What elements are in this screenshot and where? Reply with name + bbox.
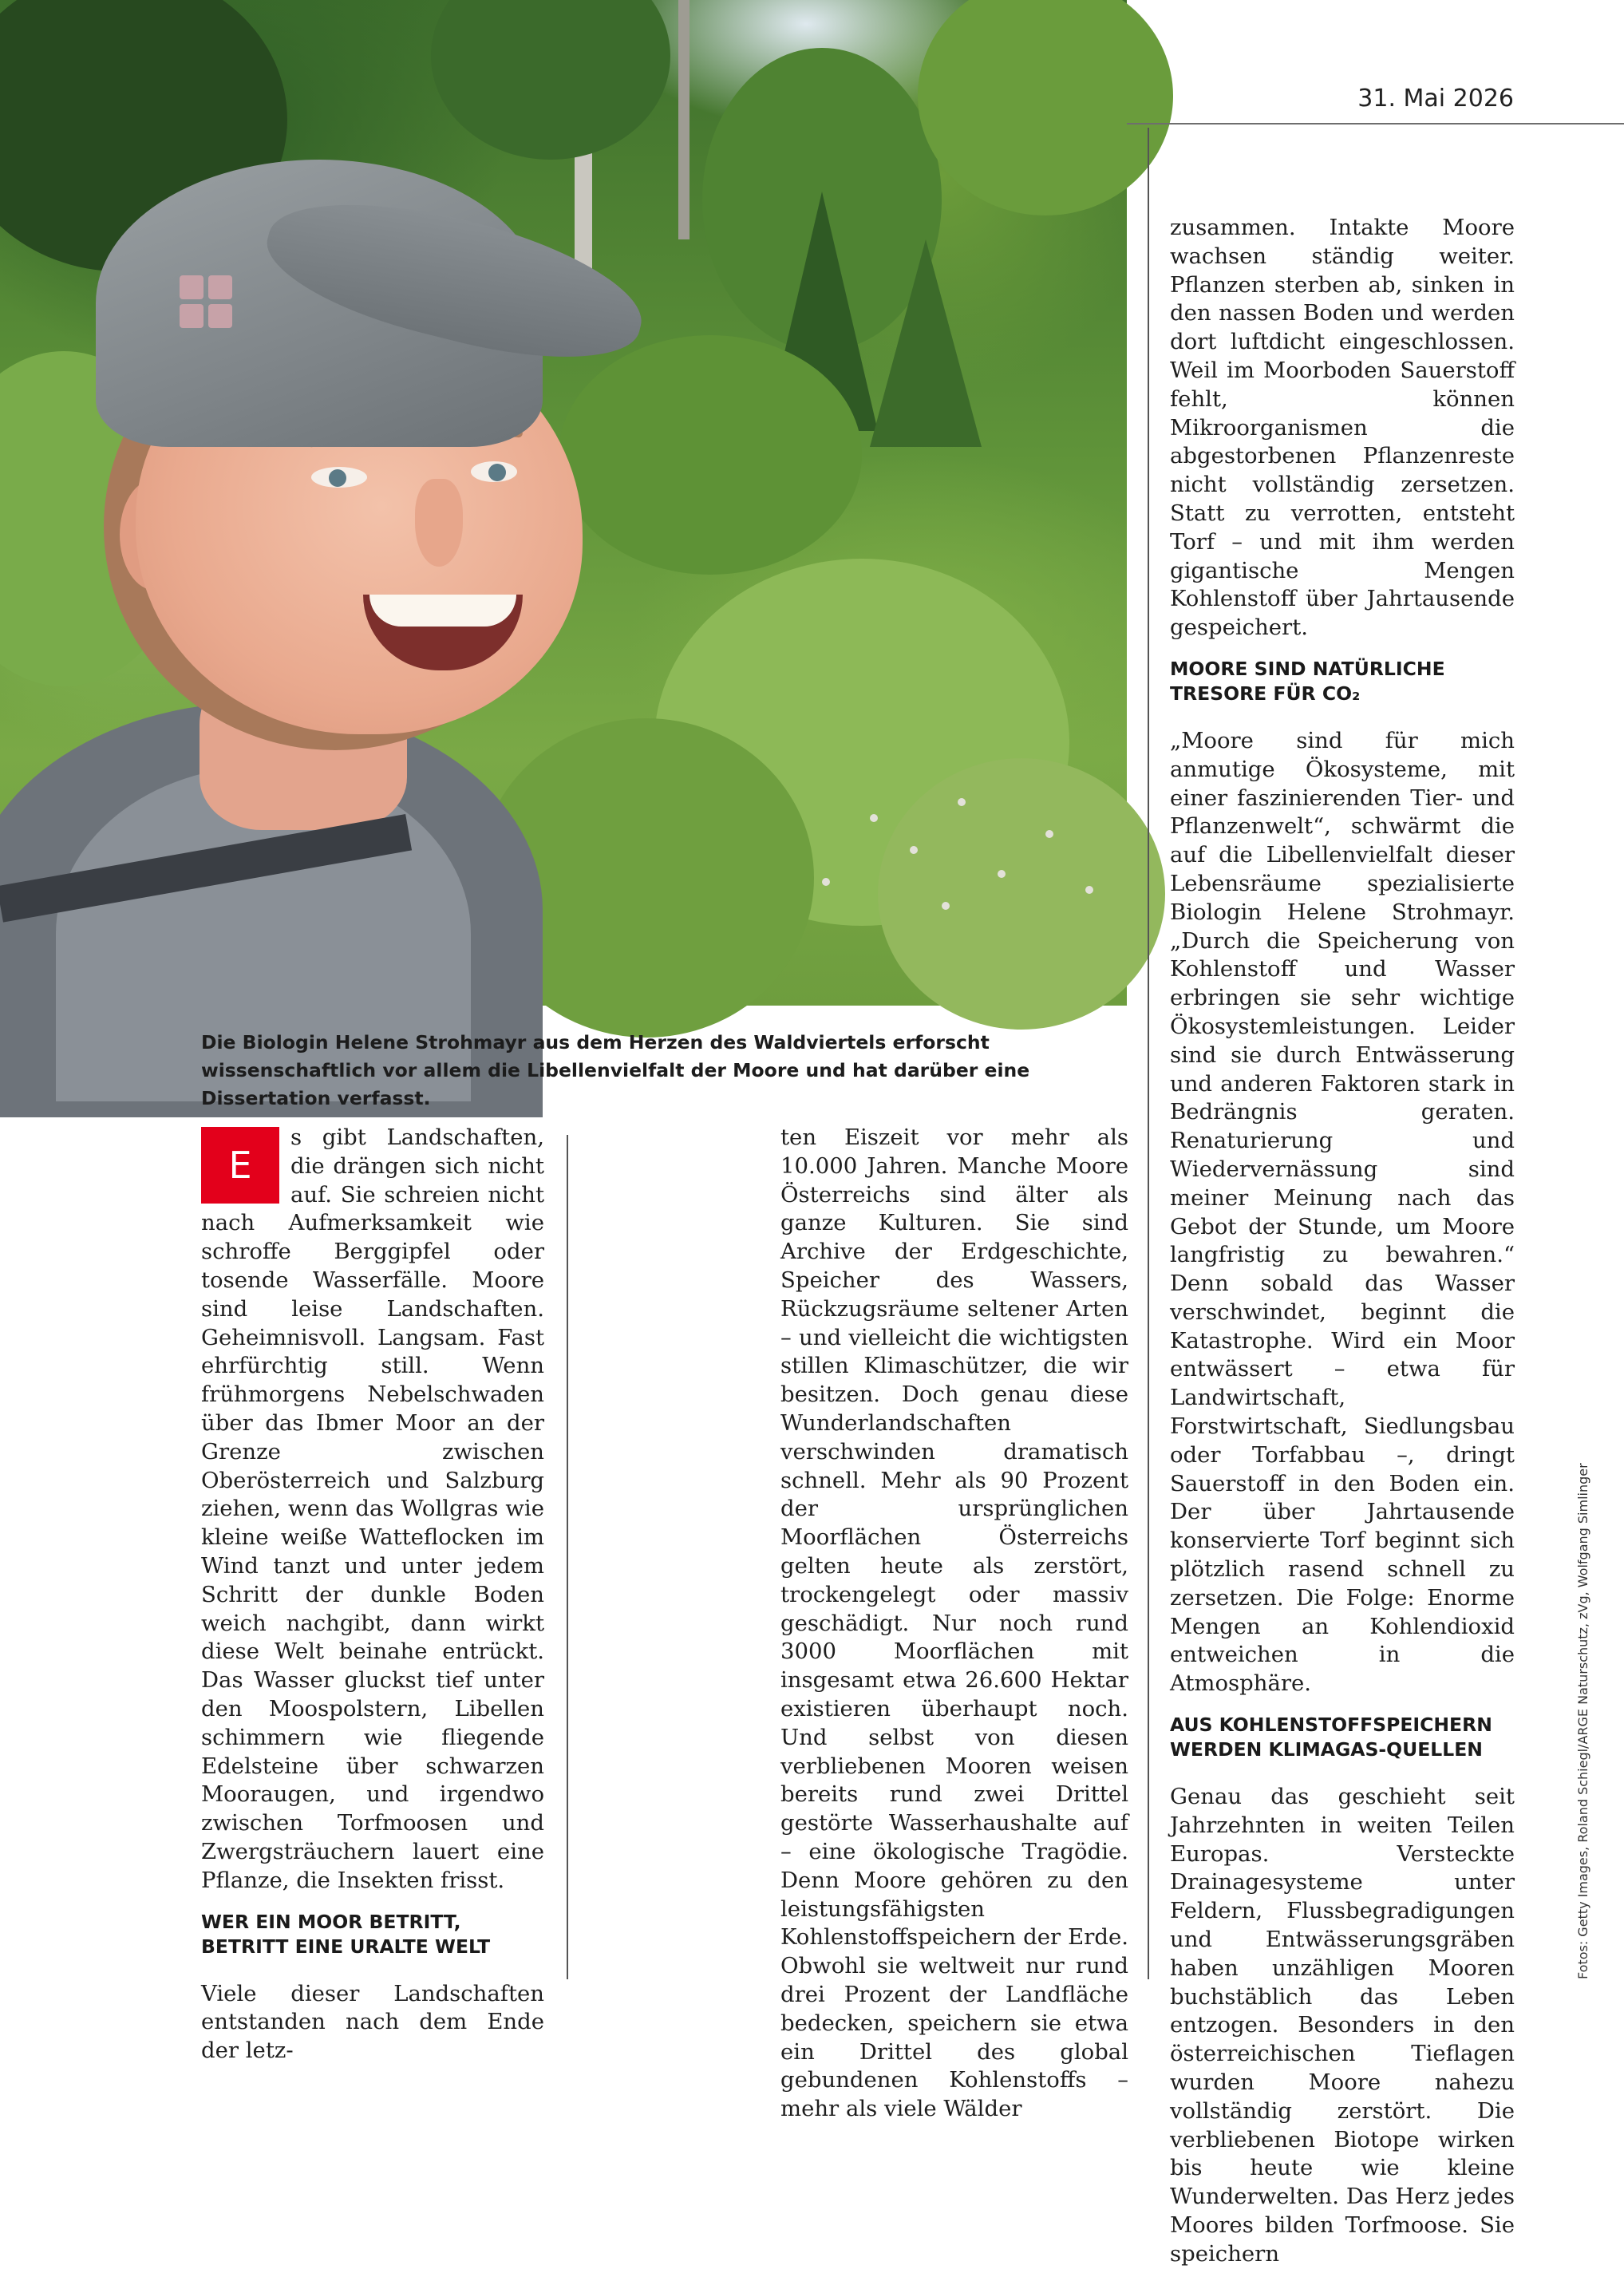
biologist-figure <box>0 0 1127 1006</box>
paragraph-torf: zusammen. Intakte Moore wachsen ständig weiter. Pflanzen sterben ab, sinken in den nassen Boden und werden dort luftdicht eingeschlossen. Weil im Moorboden Sauerstoff fehlt, können Mikroorganismen die abgestorbenen Pflanzenreste nicht vollständig zersetzen. Statt zu verrotten, entsteht Torf – und mit ihm werden gigantische Mengen Kohlenstoff über Jahrtausende gespeichert. <box>1170 215 1515 641</box>
column-rule-1 <box>567 1135 568 1979</box>
photo-caption: Die Biologin Helene Strohmayr aus dem Herzen des Waldviertels erforscht wissenschaftlich vor allem die Libellenvielfalt der Moore und hat darüber eine Dissertation verfasst. <box>201 1031 1030 1109</box>
paragraph-landschaften: Viele dieser Landschaften entstanden nach dem Ende der letz- <box>201 1980 544 2064</box>
article-column-2 <box>780 1124 1128 2124</box>
article-column-3 <box>1170 214 1515 2269</box>
paragraph-eiszeit: ten Eiszeit vor mehr als 10.000 Jahren. Manche Moore Österreichs sind älter als ganze Kulturen. Sie sind Archive der Erdgeschichte, Speicher des Wassers, Rückzugsräume seltener Arten – und vielleicht die wichtigsten stillen Klimaschützer, die wir besitzen. Doch genau diese Wunderlandschaften verschwinden dramatisch schnell. Mehr als 90 Prozent der ursprünglichen Moorflächen Österreichs gelten heute als zerstört, trockengelegt oder massiv geschädigt. Nur noch rund 3000 Moorflächen mit insgesamt etwa 26.600 Hektar existieren überhaupt noch. Und selbst von diesen verbliebenen Mooren weisen bereits rund zwei Drittel gestörte Wasserhaushalte auf – eine ökologische Tragödie. Denn Moore gehören zu den leistungsfähigsten Kohlenstoffspeichern der Erde. Obwohl sie weltweit nur rund drei Prozent der Landfläche bedecken, speichern sie etwa ein Drittel des global gebundenen Kohlenstoffs – mehr als viele Wälder <box>780 1125 1128 2122</box>
subheading-klimagas: AUS KOHLENSTOFFSPEICHERN WERDEN KLIMAGAS-QUELLEN <box>1170 1714 1492 1761</box>
photo-credit: Fotos: Getty Images, Roland Schiegl/ARGE Naturschutz, zVg, Wolfgang Simlinger <box>1575 1463 1590 1979</box>
portrait-photo <box>0 0 1127 1006</box>
paragraph-europa: Genau das geschieht seit Jahrzehnten in weiten Teilen Europas. Versteckte Drainagesysteme unter Feldern, Flussbegradigungen und Entwässerungsgräben haben unzähligen Mooren buchstäblich das Leben entzogen. Besonders in den österreichischen Tieflagen wurden Moore nahezu vollständig zerstört. Die verbliebenen Biotope wirken bis heute wie kleine Wunderwelten. Das Herz jedes Moores bilden Torfmoose. Sie speichern <box>1170 1784 1515 2267</box>
issue-date: 31. Mai 2026 <box>1357 85 1514 113</box>
cap-logo-icon <box>180 275 235 331</box>
column-rule-2 <box>1148 128 1149 1979</box>
paragraph-zitat: „Moore sind für mich anmutige Ökosysteme, mit einer faszinierenden Tier- und Pflanzenwelt“, schwärmt die auf die Libellenvielfalt dieser Lebensräume spezialisierte Biologin Helene Strohmayr. „Durch die Speicherung von Kohlenstoff und Wasser erbringen sie sehr wichtige Ökosystemleistungen. Leider sind sie durch Entwässerung und anderen Faktoren stark in Bedrängnis geraten. Renaturierung und Wiedervernässung sind meiner Meinung nach das Gebot der Stunde, um Moore langfristig zu bewahren.“ Denn sobald das Wasser verschwindet, beginnt die Katastrophe. Wird ein Moor entwässert – etwa für Landwirtschaft, Forstwirtschaft, Siedlungsbau oder Torfabbau –, dringt Sauerstoff in den Boden ein. Der über Jahrtausende konservierte Torf beginnt sich plötzlich rasend schnell zu zersetzen. Die Folge: Enorme Mengen an Kohlendioxid entweichen in die Atmosphäre. <box>1170 727 1515 1697</box>
subheading-uralte-welt: WER EIN MOOR BETRITT, BETRITT EINE URALTE WELT <box>201 1910 491 1958</box>
article-column-1 <box>201 1124 544 2065</box>
drop-cap: E <box>201 1127 279 1204</box>
header-rule <box>1127 123 1624 125</box>
subheading-tresore: MOORE SIND NATÜRLICHE TRESORE FÜR CO₂ <box>1170 657 1445 705</box>
intro-paragraph: s gibt Landschaften, die drängen sich nicht auf. Sie schreien nicht nach Aufmerksamkeit wie schroffe Berggipfel oder tosende Wasserfälle. Moore sind leise Landschaften. Geheimnisvoll. Langsam. Fast ehrfürchtig still. Wenn frühmorgens Nebelschwaden über das Ibmer Moor an der Grenze zwischen Oberösterreich und Salzburg ziehen, wenn das Wollgras wie kleine weiße Watteflocken im Wind tanzt und unter jedem Schritt der dunkle Boden weich nachgibt, dann wirkt diese Welt beinahe entrückt. Das Wasser gluckst tief unter den Moospolstern, Libellen schimmern wie fliegende Edelsteine über schwarzen Mooraugen, und irgendwo zwischen Torfmoosen und Zwergsträuchern lauert eine Pflanze, die Insekten frisst. <box>201 1125 544 1893</box>
